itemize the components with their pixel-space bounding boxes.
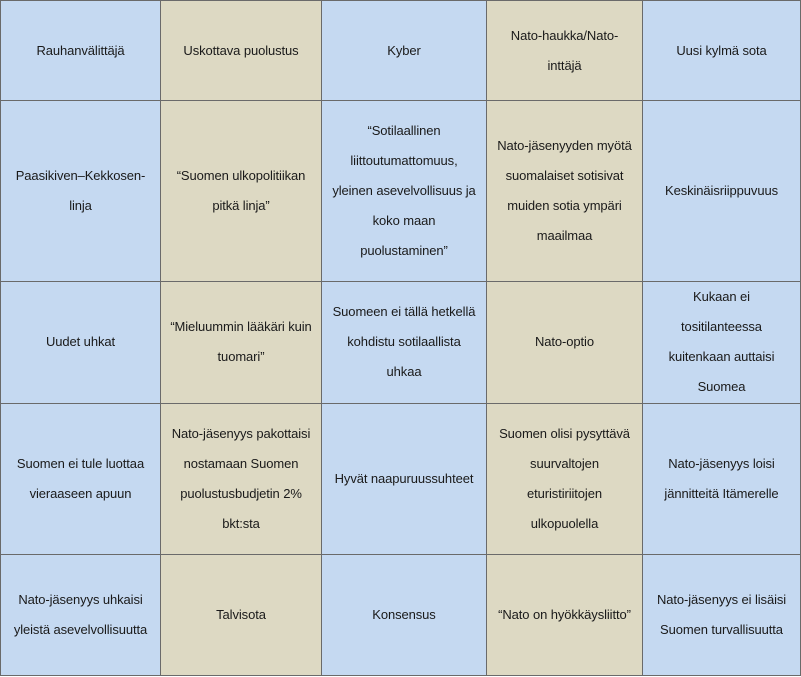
table-cell: Nato-optio: [487, 282, 643, 403]
table-cell: Hyvät naapuruussuhteet: [322, 403, 487, 554]
table-row: [1, 403, 801, 554]
table-cell: Suomen olisi pysyttävä suurvaltojen eturistiriitojen ulkopuolella: [487, 403, 643, 554]
table-cell: Suomeen ei tällä hetkellä kohdistu sotilaallista uhkaa: [322, 282, 487, 403]
table-cell: “Nato on hyökkäysliitto”: [487, 554, 643, 675]
table-row: [1, 1, 801, 101]
table-cell: “Sotilaallinen liittoutumattomuus, yleinen asevelvollisuus ja koko maan puolustaminen”: [322, 101, 487, 282]
table-cell: Nato-haukka/Nato-inttäjä: [487, 1, 643, 101]
table-cell: Nato-jäsenyys ei lisäisi Suomen turvallisuutta: [643, 554, 801, 675]
table-cell: Uskottava puolustus: [161, 1, 322, 101]
table-cell: Nato-jäsenyys uhkaisi yleistä asevelvollisuutta: [1, 554, 161, 675]
table-cell: Uusi kylmä sota: [643, 1, 801, 101]
table-cell: Suomen ei tule luottaa vieraaseen apuun: [1, 403, 161, 554]
table-cell: Nato-jäsenyyden myötä suomalaiset sotisivat muiden sotia ympäri maailmaa: [487, 101, 643, 282]
table-cell: Paasikiven–Kekkosen-linja: [1, 101, 161, 282]
table-row: [1, 282, 801, 403]
table-cell: Nato-jäsenyys pakottaisi nostamaan Suomen puolustusbudjetin 2% bkt:sta: [161, 403, 322, 554]
table-row: [1, 101, 801, 282]
table-cell: Kyber: [322, 1, 487, 101]
table-cell: Konsensus: [322, 554, 487, 675]
table-cell: Nato-jäsenyys loisi jännitteitä Itämerelle: [643, 403, 801, 554]
table-cell: “Mieluummin lääkäri kuin tuomari”: [161, 282, 322, 403]
table-cell: Keskinäisriippuvuus: [643, 101, 801, 282]
table-cell: Talvisota: [161, 554, 322, 675]
table-cell: Kukaan ei tositilanteessa kuitenkaan auttaisi Suomea: [643, 282, 801, 403]
table-cell: “Suomen ulkopolitiikan pitkä linja”: [161, 101, 322, 282]
table-cell: Rauhanvälittäjä: [1, 1, 161, 101]
table-row: [1, 554, 801, 675]
table-cell: Uudet uhkat: [1, 282, 161, 403]
